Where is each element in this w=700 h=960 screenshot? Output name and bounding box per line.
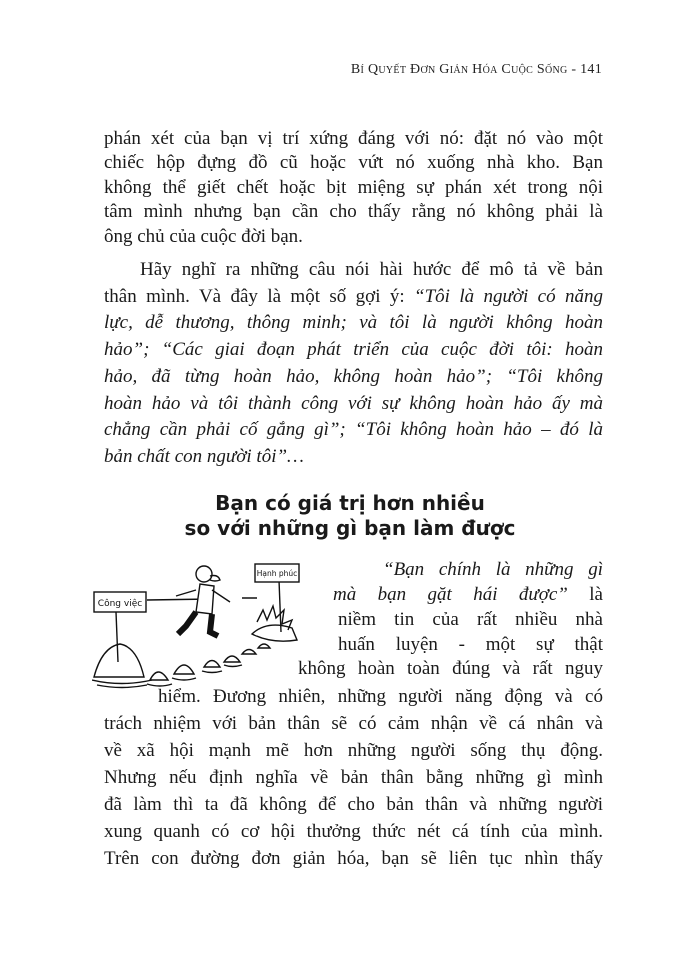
text-line (104, 199, 603, 224)
body-text: niềm tin của rất nhiều nhà (338, 609, 603, 630)
sign-right-label: Hạnh phúc (256, 569, 298, 578)
text-line (104, 175, 603, 200)
body-text: tâm mình nhưng bạn cần cho thấy rằng nó không phải là (104, 201, 603, 223)
body-text: phán xét của bạn vị trí xứng đáng với nó: đặt nó vào một (104, 128, 603, 149)
section-heading-line-1: Bạn có giá trị hơn nhiều (215, 491, 485, 515)
text-line (104, 391, 603, 416)
running-head: Bí Quyết Đơn Giản Hóa Cuộc Sống - 141 (350, 62, 602, 77)
text-line (104, 444, 603, 469)
italic-text: hảo, đã từng hoàn hảo, không hoàn hảo”; “Tôi không (104, 365, 603, 387)
italic-text: “Bạn chính là những gì (383, 559, 603, 580)
text-line (104, 126, 603, 151)
body-text: ông chủ của cuộc đời bạn. (104, 225, 303, 247)
body-text: thân mình. Và đây là một số gợi ý: (104, 285, 415, 307)
body-text: huấn luyện - một sự thật (338, 634, 603, 655)
section-heading-line-2: so với những gì bạn làm được (184, 516, 516, 540)
body-text: đã làm thì ta đã không để cho bản thân và những người (104, 794, 603, 815)
italic-text: mà bạn gặt hái được” (333, 584, 568, 605)
stepping-stones-illustration (92, 552, 302, 692)
body-text: không thể giết chết hoặc bịt miệng sự phán xét trong nội (104, 176, 603, 198)
text-line (104, 337, 603, 362)
italic-text: lực, dễ thương, thông minh; và tôi là người không hoàn (104, 312, 603, 334)
body-text: Trên con đường đơn giản hóa, bạn sẽ liên tục nhìn thấy (104, 848, 603, 869)
text-line (104, 310, 603, 335)
text-line (104, 792, 603, 817)
text-line (104, 364, 603, 389)
body-text: về xã hội mạnh mẽ hơn những người sống thụ động. (104, 740, 603, 761)
text-line (104, 284, 603, 309)
text-line (104, 150, 603, 175)
text-line (104, 846, 603, 871)
text-line (104, 711, 603, 736)
body-text: Hãy nghĩ ra những câu nói hài hước để mô tả về bản (140, 259, 603, 280)
text-line (338, 632, 603, 657)
body-text: hiểm. Đương nhiên, những người năng động và có (158, 686, 603, 707)
text-line (158, 684, 603, 709)
body-text: Nhưng nếu định nghĩa về bản thân bằng những gì mình (104, 767, 603, 788)
sign-left-label: Công việc (97, 599, 143, 609)
text-line (104, 738, 603, 763)
text-line (104, 765, 603, 790)
text-line (104, 819, 603, 844)
text-line (104, 224, 603, 249)
text-line (333, 582, 603, 607)
italic-text: “Tôi là người có năng (414, 285, 603, 307)
body-text: không hoàn toàn đúng và rất nguy (298, 658, 603, 679)
text-line (298, 656, 603, 681)
body-text: chiếc hộp đựng đồ cũ hoặc vứt nó xuống nhà kho. Bạn (104, 152, 603, 174)
italic-text: hảo”; “Các giai đoạn phát triển của cuộc đời tôi: hoàn (104, 339, 603, 361)
italic-text: bản chất con người tôi”… (104, 445, 304, 467)
body-text: là (567, 584, 603, 605)
text-line (338, 607, 603, 632)
italic-text: hoàn hảo và tôi thành công với sự không hoàn hảo ấy mà (104, 392, 603, 414)
body-text: xung quanh có cơ hội thưởng thức nét cá tính của mình. (104, 821, 603, 842)
italic-text: chẳng cần phải cố gắng gì”; “Tôi không hoàn hảo – đó là (104, 419, 603, 441)
text-line (383, 557, 603, 582)
text-line (140, 257, 603, 282)
text-line (104, 417, 603, 442)
body-text: trách nhiệm với bản thân sẽ có cảm nhận về cá nhân và (104, 713, 603, 734)
